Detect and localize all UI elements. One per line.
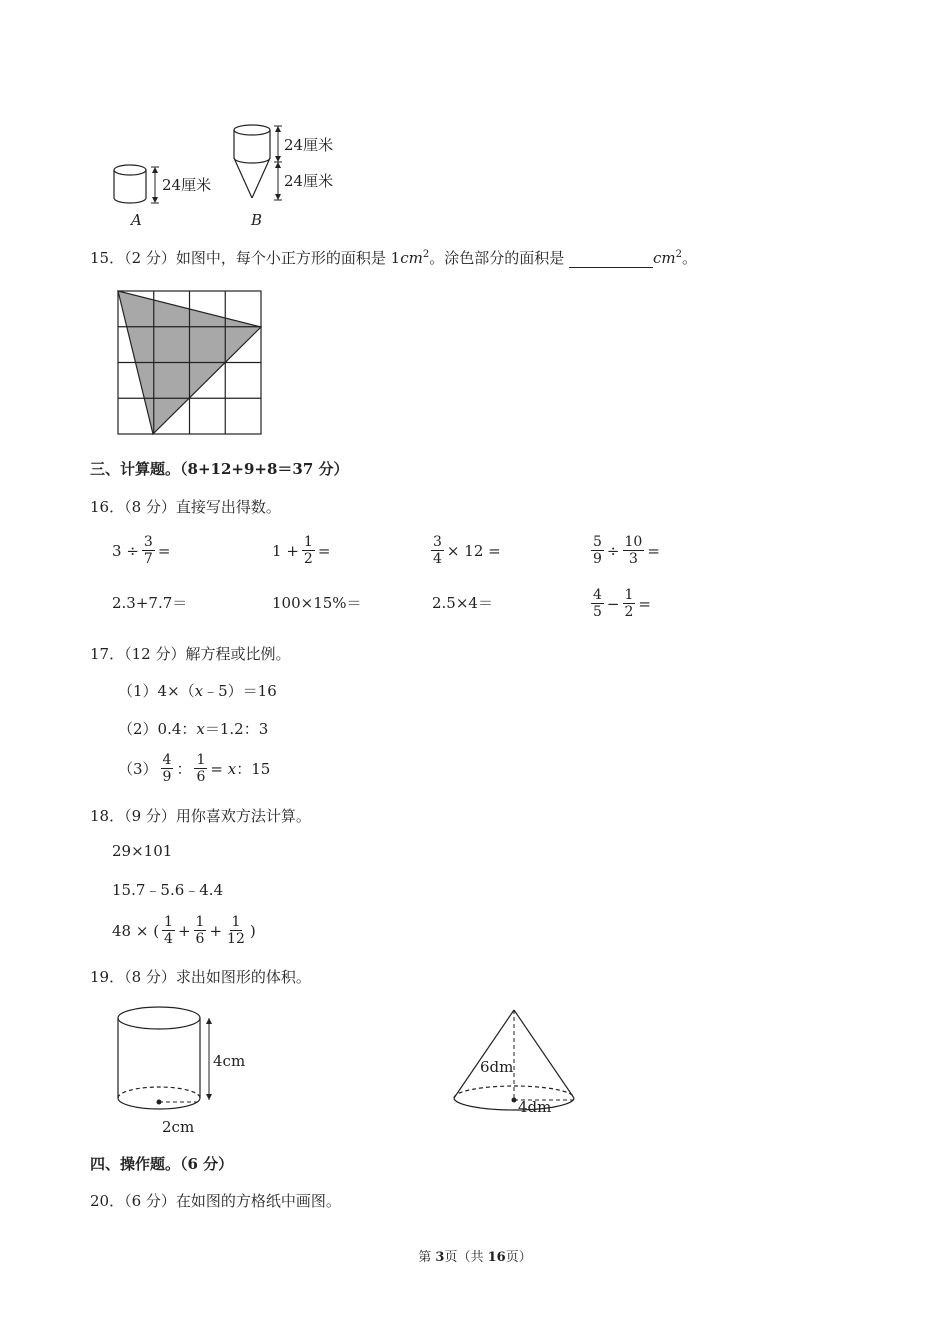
calc-item-e: 2.3+7.7＝ — [112, 594, 188, 612]
calc-item-d — [588, 534, 660, 567]
cylinder-figure — [112, 1000, 222, 1112]
calc-18-3: 48 × ( $\frac{1}{4}$ + $\frac{1}{6}$ + $\frac{1}{12}$ ) — [112, 914, 256, 947]
expr-equals: = — [488, 541, 501, 560]
question-score: （8 分） — [124, 498, 176, 516]
question-text: 求出如图形的体积。 — [175, 968, 311, 986]
question-number: 17． — [90, 645, 125, 663]
fraction: $\frac{10}{3}$ — [624, 534, 643, 567]
expr-equals: = — [317, 541, 331, 560]
fraction: $\frac{4}{5}$ — [593, 587, 602, 620]
expr-operator: ÷ — [606, 541, 620, 560]
question-17 — [90, 643, 290, 664]
question-text: 在如图的方格纸中画图。 — [175, 1192, 341, 1210]
fraction: $\frac{1}{2}$ — [303, 534, 313, 567]
fraction: $\frac{3}{7}$ — [143, 534, 153, 567]
fraction: $\frac{1}{4}$ — [164, 914, 173, 947]
question-score: （6 分） — [124, 1192, 176, 1210]
fraction: $\frac{5}{9}$ — [593, 534, 602, 567]
height-label-a: 24厘米 — [162, 176, 212, 194]
expr-equals: = — [638, 594, 651, 613]
calc-item-c — [428, 534, 501, 567]
unit-exponent: 2 — [422, 249, 430, 260]
calc-18-2: 15.7﹣5.6﹣4.4 — [112, 881, 224, 899]
label-a: A — [131, 211, 142, 229]
height-label-b-bottom: 24厘米 — [284, 172, 334, 190]
cylinder-height-label: 4cm — [213, 1052, 246, 1070]
question-18 — [90, 805, 311, 826]
fraction: $\frac{1}{6}$ — [196, 752, 206, 785]
question-19 — [90, 966, 311, 987]
question-text-mid: 。涂色部分的面积是 — [429, 249, 570, 267]
cylinder-b — [234, 125, 282, 200]
page-footer: 第 3页（共 16页） — [418, 1250, 532, 1265]
shaded-triangle-grid — [117, 290, 263, 436]
unit-exponent: 2 — [675, 249, 683, 260]
question-score: （2 分） — [124, 249, 176, 267]
calc-item-a — [112, 534, 170, 567]
question-text-end: 。 — [682, 249, 698, 267]
question-text: 如图中，每个小正方形的面积是 1 — [175, 249, 401, 267]
question-score: （12 分） — [124, 645, 186, 663]
expr-number: 1 — [272, 541, 282, 560]
expr-number: 3 — [112, 541, 122, 560]
cone-height-label: 6dm — [480, 1058, 514, 1076]
question-number: 19． — [90, 968, 125, 986]
question-text: 用你喜欢方法计算。 — [175, 807, 311, 825]
section-3-title: 三、计算题。（8+12+9+8＝37 分） — [90, 460, 349, 478]
fraction: $\frac{4}{9}$ — [162, 752, 172, 785]
question-15 — [90, 247, 697, 268]
question-16 — [90, 496, 281, 517]
calc-item-b — [272, 534, 330, 567]
question-score: （8 分） — [124, 968, 176, 986]
question-text: 解方程或比例。 — [185, 645, 291, 663]
fraction: $\frac{1}{6}$ — [195, 914, 205, 947]
page-number: 3 — [435, 1250, 445, 1265]
question-number: 18． — [90, 807, 125, 825]
expr-equals: = — [647, 541, 660, 560]
cone-figure — [450, 1006, 580, 1118]
height-label-b-top: 24厘米 — [284, 136, 334, 154]
equation-3: （3） $\frac{4}{9}$ ： $\frac{1}{6}$ = x ：15 — [118, 752, 271, 785]
fraction: $\frac{1}{2}$ — [624, 587, 634, 620]
answer-blank[interactable] — [569, 253, 653, 268]
question-number: 20． — [90, 1192, 125, 1210]
calc-item-h — [588, 587, 651, 620]
fraction: $\frac{3}{4}$ — [433, 534, 442, 567]
page-total: 16 — [487, 1250, 506, 1265]
question-20 — [90, 1190, 341, 1211]
cylinder-a — [114, 165, 159, 203]
cone-radius-label: 4dm — [518, 1098, 552, 1116]
question-number: 15． — [90, 249, 125, 267]
question-text: 直接写出得数。 — [175, 498, 281, 516]
cylinder-radius-label: 2cm — [162, 1118, 195, 1136]
calc-18-1: 29×101 — [112, 842, 173, 860]
unit-cm: cm — [653, 249, 676, 267]
equation-2: （2）0.4：x＝1.2：3 — [118, 720, 269, 738]
unit-cm: cm — [400, 249, 423, 267]
expr-operator: + — [286, 541, 299, 560]
fraction: $\frac{1}{12}$ — [227, 914, 245, 947]
expr-operator: ÷ — [126, 541, 139, 560]
label-b: B — [251, 211, 263, 229]
expr-number: 12 — [464, 541, 484, 560]
equation-1: （1）4×（x﹣5）＝16 — [118, 682, 277, 700]
calc-item-f: 100×15%＝ — [272, 594, 362, 612]
question-number: 16． — [90, 498, 125, 516]
section-4-title: 四、操作题。（6 分） — [90, 1155, 234, 1173]
calc-item-g: 2.5×4＝ — [432, 594, 493, 612]
question-score: （9 分） — [124, 807, 176, 825]
expr-equals: = — [157, 541, 171, 560]
expr-operator: − — [606, 594, 620, 613]
expr-operator: × — [446, 541, 460, 560]
